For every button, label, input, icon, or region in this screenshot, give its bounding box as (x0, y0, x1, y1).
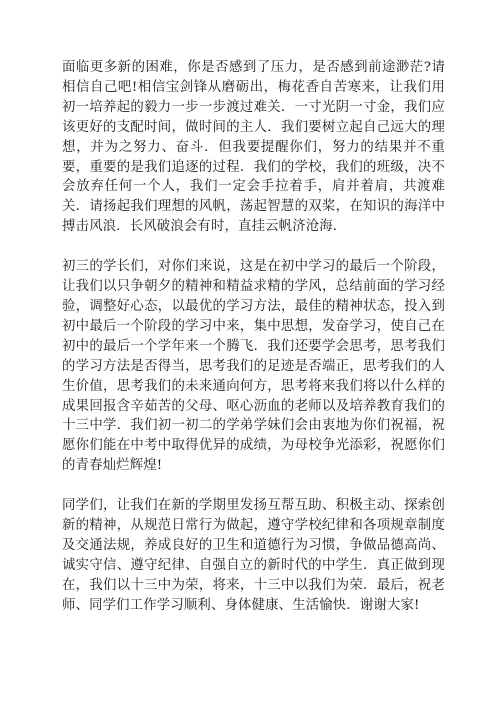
paragraph-encouragement: 面临更多新的困难，你是否感到了压力，是否感到前途渺茫?请相信自己吧!相信宝剑锋从磨砺出，梅花香自苦寒来，让我们用初一培养起的毅力一步一步渡过难关．一寸光阴一寸金，我们应该更好的支配时间，做时间的主人．我们要树立起自己远大的理想，并为之努力、奋斗．但我要提醒你们，努力的结果并不重要，重要的是我们追逐的过程．我们的学校，我们的班级，决不会放弃任何一个人，我们一定会手拉着手，肩并着肩，共渡难关．请扬起我们理想的风帆，荡起智慧的双桨，在知识的海洋中搏击风浪．长风破浪会有时，直挂云帆济沧海． (62, 60, 445, 235)
document-body (62, 58, 445, 616)
paragraph-senior-students: 初三的学长们，对你们来说，这是在初中学习的最后一个阶段，让我们以只争朝夕的精神和精益求精的学风，总结前面的学习经验，调整好心态，以最优的学习方法，最佳的精神状态，投入到初中最后一个阶段的学习中来，集中思想，发奋学习，使自己在初中的最后一个学年来一个腾飞．我们还要学会思考，思考我们的学习方法是否得当，思考我们的足迹是否端正，思考我们的人生价值，思考我们的未来通向何方，思考将来我们将以什么样的成果回报含辛茹苦的父母、呕心沥血的老师以及培养教育我们的十三中学．我们初一初二的学弟学妹们会由衷地为你们祝福，祝愿你们能在中考中取得优异的成绩，为母校争光添彩，祝愿你们的青春灿烂辉煌! (62, 259, 445, 474)
paragraph-closing: 同学们，让我们在新的学期里发扬互帮互助、积极主动、探索创新的精神，从规范日常行为做起，遵守学校纪律和各项规章制度及交通法规，养成良好的卫生和道德行为习惯，争做品德高尚、诚实守信、遵守纪律、自强自立的新时代的中学生．真正做到现在，我们以十三中为荣，将来，十三中以我们为荣．最后，祝老师、同学们工作学习顺利、身体健康、生活愉快．谢谢大家! (62, 498, 445, 613)
